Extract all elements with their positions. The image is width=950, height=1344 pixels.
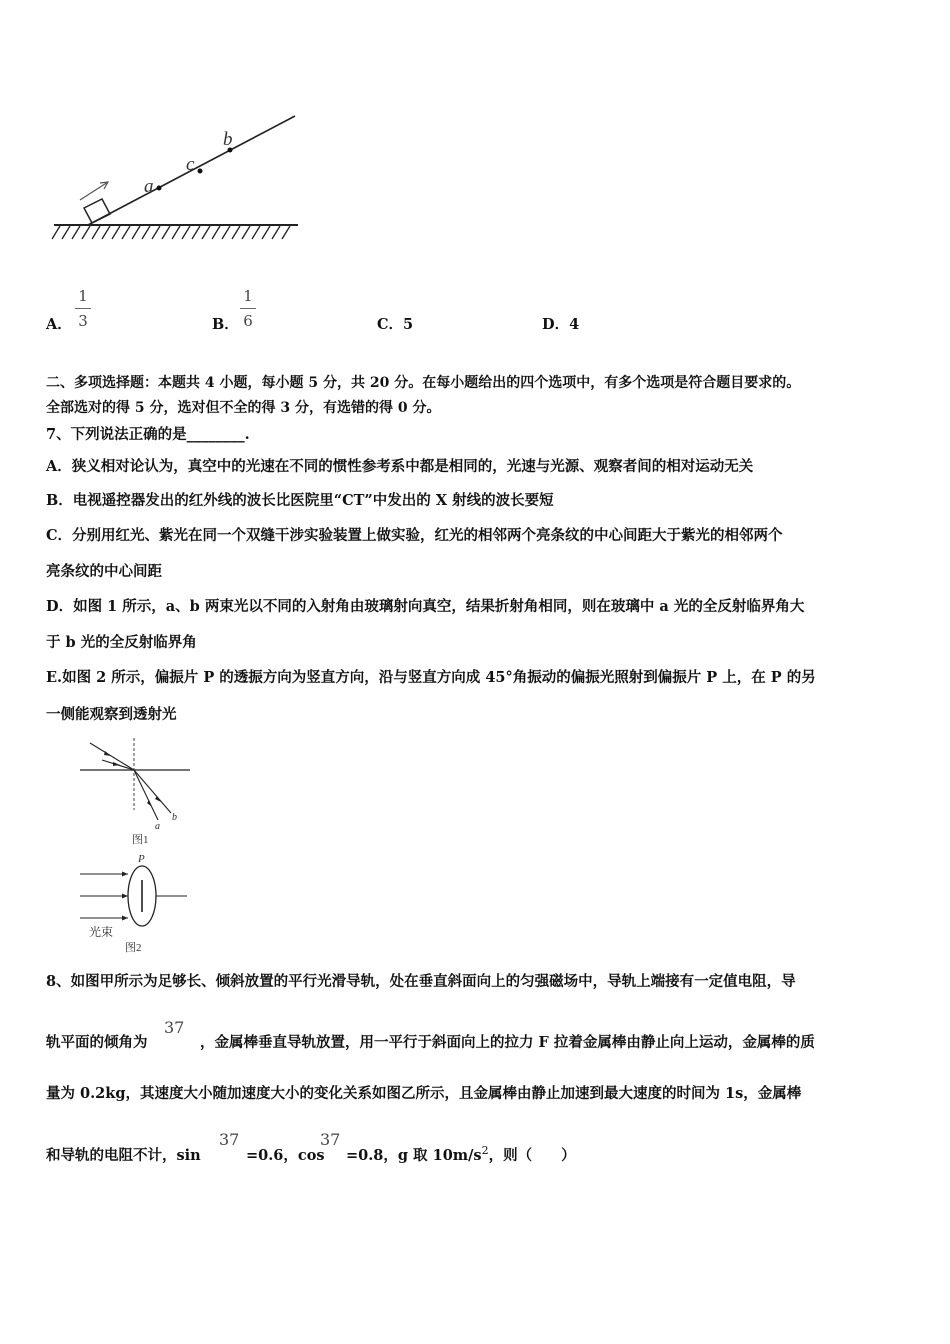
section-header-line2: 全部选对的得 5 分，选对但不全的得 3 分，有选错的得 0 分。: [46, 400, 441, 416]
q7-option-c-line2: 亮条纹的中心间距: [46, 563, 162, 580]
q7-option-a: A．狭义相对论认为，真空中的光速在不同的惯性参考系中都是相同的，光速与光源、观察者间的相对运动无关: [46, 458, 754, 475]
q8-gravity-text: =0.8，g 取 10m/s: [346, 1147, 482, 1164]
q7-option-c-line1: C．分别用红光、紫光在同一个双缝干涉实验装置上做实验，红光的相邻两个亮条纹的中心间距大于紫光的相邻两个: [46, 527, 783, 544]
fig2-label-p: P: [138, 853, 145, 865]
fig1-label-a: a: [155, 821, 160, 832]
fig1-caption: 图1: [132, 834, 149, 846]
q7-option-e-line2: 一侧能观察到透射光: [46, 706, 177, 723]
numerator: 1: [78, 287, 88, 305]
q8-line1: 8、如图甲所示为足够长、倾斜放置的平行光滑导轨，处在垂直斜面向上的匀强磁场中，导轨上端接有一定值电阻，导: [46, 973, 796, 990]
q8-angle-value: 37: [164, 1018, 185, 1037]
option-c: C．5: [377, 316, 414, 333]
q8-line2-part2: ，金属棒垂直导轨放置，用一平行于斜面向上的拉力 F 拉着金属棒由静止向上运动，金属棒的质: [200, 1034, 815, 1051]
q8-line4-part3: [346, 1144, 576, 1165]
label-c: c: [186, 154, 195, 175]
q7-option-e-line1: E.如图 2 所示，偏振片 P 的透振方向为竖直方向，沿与竖直方向成 45°角振动的偏振光照射到偏振片 P 上，在 P 的另: [46, 669, 816, 686]
denominator: 3: [78, 312, 88, 330]
q7-option-d-line2: 于 b 光的全反射临界角: [46, 634, 197, 651]
denominator: 6: [243, 312, 253, 330]
q8-line4-part2: =0.6，cos: [246, 1147, 325, 1164]
option-a-fraction: [75, 287, 91, 330]
label-b: b: [223, 129, 233, 150]
q8-line4-part1: 和导轨的电阻不计，sin: [46, 1147, 201, 1164]
q8-superscript: 2: [481, 1144, 489, 1158]
numerator: 1: [243, 287, 253, 305]
q8-cos-angle: 37: [320, 1130, 341, 1149]
q7-option-b: B．电视遥控器发出的红外线的波长比医院里“CT”中发出的 X 射线的波长要短: [46, 492, 554, 509]
q8-answer-blank: ，则（ ）: [488, 1147, 576, 1164]
option-d: D．4: [542, 316, 580, 333]
q7-option-d-line1: D．如图 1 所示，a、b 两束光以不同的入射角由玻璃射向真空，结果折射角相同，则在玻璃中 a 光的全反射临界角大: [46, 598, 805, 615]
q8-line3: 量为 0.2kg，其速度大小随加速度大小的变化关系如图乙所示，且金属棒由静止加速到最大速度的时间为 1s，金属棒: [46, 1085, 802, 1102]
option-b-label: B．: [212, 316, 239, 333]
label-a: a: [144, 176, 154, 197]
fig1-label-b: b: [172, 812, 177, 823]
figure-1-refraction: [75, 735, 200, 850]
q7-stem: 7、下列说法正确的是________.: [46, 426, 250, 443]
section-header-line1: 二、多项选择题：本题共 4 小题，每小题 5 分，共 20 分。在每小题给出的四个选项中，有多个选项是符合题目要求的。: [46, 375, 801, 391]
q8-sin-angle: 37: [219, 1130, 240, 1149]
option-a-label: A．: [46, 316, 72, 333]
fig2-label-beam: 光束: [89, 925, 114, 939]
incline-figure: [40, 100, 310, 250]
figure-2-polarizer: [75, 848, 200, 956]
option-b-fraction: [240, 287, 256, 330]
fig2-caption: 图2: [125, 942, 142, 954]
q8-line2-part1: 轨平面的倾角为: [46, 1034, 148, 1051]
